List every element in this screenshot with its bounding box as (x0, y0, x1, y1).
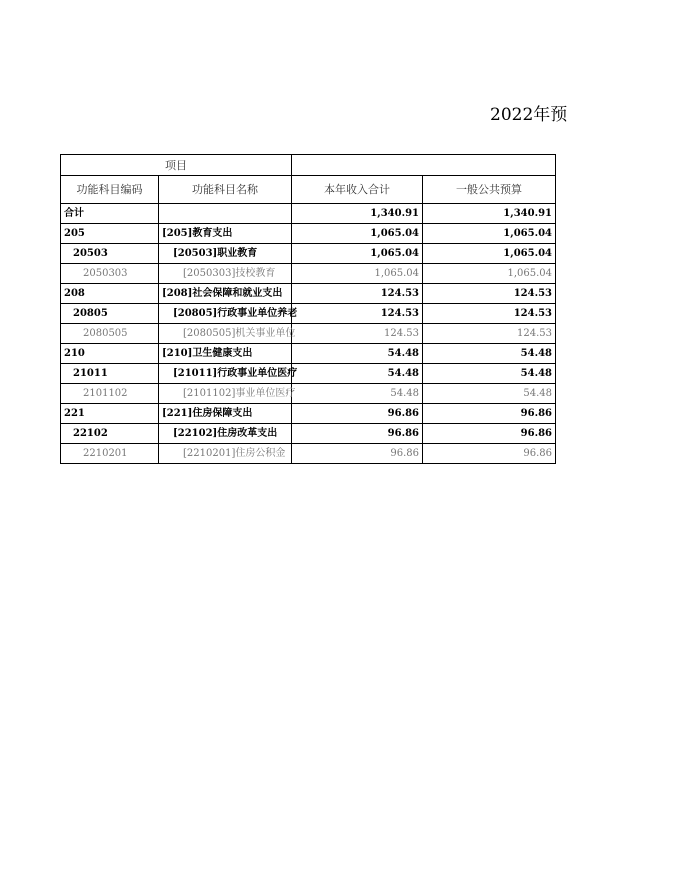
cell-code: 208 (61, 284, 159, 304)
table-row (61, 284, 556, 304)
cell-total: 1,065.04 (292, 264, 423, 284)
cell-total: 96.86 (292, 444, 423, 464)
cell-total: 124.53 (292, 304, 423, 324)
cell-total: 1,065.04 (292, 244, 423, 264)
table-row (61, 244, 556, 264)
cell-general: 54.48 (423, 344, 556, 364)
cell-code: 22102 (61, 424, 159, 444)
cell-name: [2050303]技校教育 (159, 264, 292, 284)
header-group-row (61, 155, 556, 176)
cell-code: 2101102 (61, 384, 159, 404)
cell-code: 210 (61, 344, 159, 364)
cell-general: 1,065.04 (423, 244, 556, 264)
table-row (61, 364, 556, 384)
cell-code: 2050303 (61, 264, 159, 284)
cell-total: 1,340.91 (292, 204, 423, 224)
cell-general: 96.86 (423, 444, 556, 464)
cell-code: 20503 (61, 244, 159, 264)
cell-name: [205]教育支出 (159, 224, 292, 244)
table-row (61, 204, 556, 224)
budget-table (60, 154, 556, 464)
table-row (61, 344, 556, 364)
table-row (61, 324, 556, 344)
cell-general: 124.53 (423, 304, 556, 324)
cell-total: 1,065.04 (292, 224, 423, 244)
header-group-label: 项目 (61, 155, 292, 176)
cell-name: [2210201]住房公积金 (159, 444, 292, 464)
header-group-right (292, 155, 556, 176)
cell-name: [2101102]事业单位医疗 (159, 384, 292, 404)
header-name: 功能科目名称 (159, 176, 292, 204)
cell-general: 1,065.04 (423, 264, 556, 284)
cell-name: [20805]行政事业单位养老 (159, 304, 292, 324)
cell-general: 124.53 (423, 324, 556, 344)
header-general: 一般公共预算 (423, 176, 556, 204)
cell-name: [221]住房保障支出 (159, 404, 292, 424)
table-row (61, 224, 556, 244)
cell-total: 124.53 (292, 284, 423, 304)
cell-name: [22102]住房改革支出 (159, 424, 292, 444)
cell-name: [2080505]机关事业单位 (159, 324, 292, 344)
header-columns-row (61, 176, 556, 204)
cell-code: 2210201 (61, 444, 159, 464)
cell-general: 124.53 (423, 284, 556, 304)
cell-total: 96.86 (292, 424, 423, 444)
cell-general: 1,340.91 (423, 204, 556, 224)
cell-code: 21011 (61, 364, 159, 384)
cell-general: 96.86 (423, 424, 556, 444)
cell-general: 1,065.04 (423, 224, 556, 244)
cell-general: 54.48 (423, 384, 556, 404)
table-row (61, 384, 556, 404)
cell-total: 96.86 (292, 404, 423, 424)
header-code: 功能科目编码 (61, 176, 159, 204)
cell-general: 54.48 (423, 364, 556, 384)
cell-name: [210]卫生健康支出 (159, 344, 292, 364)
cell-total: 54.48 (292, 384, 423, 404)
cell-name (159, 204, 292, 224)
table-row (61, 264, 556, 284)
cell-general: 96.86 (423, 404, 556, 424)
table-row (61, 424, 556, 444)
table-row (61, 304, 556, 324)
cell-name: [208]社会保障和就业支出 (159, 284, 292, 304)
cell-code: 20805 (61, 304, 159, 324)
cell-total: 54.48 (292, 364, 423, 384)
cell-code: 合计 (61, 204, 159, 224)
cell-total: 124.53 (292, 324, 423, 344)
table-row (61, 444, 556, 464)
page-title: 2022年预 (490, 105, 568, 125)
cell-code: 221 (61, 404, 159, 424)
cell-name: [20503]职业教育 (159, 244, 292, 264)
table-row (61, 404, 556, 424)
header-total: 本年收入合计 (292, 176, 423, 204)
cell-total: 54.48 (292, 344, 423, 364)
cell-name: [21011]行政事业单位医疗 (159, 364, 292, 384)
cell-code: 205 (61, 224, 159, 244)
cell-code: 2080505 (61, 324, 159, 344)
